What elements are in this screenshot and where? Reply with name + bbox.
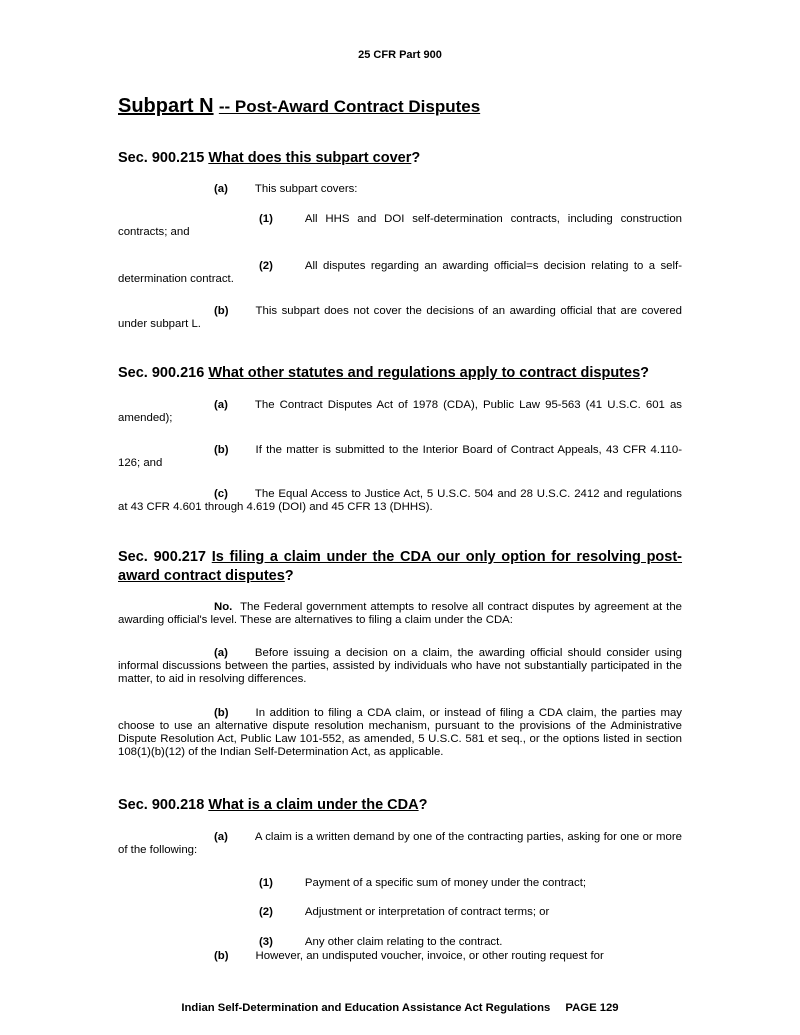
paragraph-label: No. bbox=[214, 601, 233, 613]
paragraph-text: The Federal government attempts to resolve all contract disputes by agreement at the awarding official's level. These are alternatives to filing a claim under the CDA: bbox=[118, 601, 682, 626]
section-title: What other statutes and regulations apply to contract disputes bbox=[208, 365, 641, 381]
paragraph-text: Before issuing a decision on a claim, the awarding official should consider using informal discussions between the parties, assisted by individuals who have not substantially participated in the matter, to aid in resolving differences. bbox=[118, 647, 682, 685]
paragraph-218-a bbox=[118, 831, 682, 857]
paragraph-label: (1) bbox=[259, 877, 273, 889]
paragraph-label: (a) bbox=[214, 647, 228, 659]
paragraph-label: (a) bbox=[214, 183, 228, 195]
section-title: What is a claim under the CDA bbox=[208, 797, 419, 813]
paragraph-216-b bbox=[118, 444, 682, 470]
paragraph-text: Any other claim relating to the contract. bbox=[304, 936, 503, 948]
page-header: 25 CFR Part 900 bbox=[358, 49, 442, 61]
paragraph-218-b bbox=[214, 950, 682, 963]
page-number: PAGE 129 bbox=[565, 1002, 619, 1014]
paragraph-217-intro bbox=[118, 601, 682, 627]
section-number: Sec. 900.218 bbox=[118, 797, 205, 813]
paragraph-text: A claim is a written demand by one of the contracting parties, asking for one or more of the following: bbox=[118, 831, 682, 856]
section-heading-218 bbox=[118, 796, 682, 815]
paragraph-text: However, an undisputed voucher, invoice, or other routing request for bbox=[255, 950, 604, 962]
paragraph-label: (2) bbox=[259, 906, 273, 918]
paragraph-218-a1 bbox=[259, 877, 586, 890]
paragraph-text: If the matter is submitted to the Interior Board of Contract Appeals, 43 CFR 4.110-126; and bbox=[118, 444, 682, 469]
section-number: Sec. 900.215 bbox=[118, 150, 205, 166]
subpart-label: Subpart N bbox=[118, 95, 214, 117]
paragraph-text: All HHS and DOI self-determination contracts, including construction contracts; and bbox=[118, 213, 682, 238]
section-number: Sec. 900.216 bbox=[118, 365, 205, 381]
paragraph-label: (c) bbox=[214, 488, 228, 500]
section-mark: ? bbox=[640, 365, 649, 381]
paragraph-label: (b) bbox=[214, 950, 229, 962]
subpart-title: -- Post-Award Contract Disputes bbox=[218, 97, 481, 116]
paragraph-218-a2 bbox=[259, 906, 549, 919]
paragraph-text: All disputes regarding an awarding official=s decision relating to a self-determination contract. bbox=[118, 260, 682, 285]
section-mark: ? bbox=[284, 568, 294, 584]
subpart-heading bbox=[118, 95, 480, 118]
paragraph-215-a bbox=[214, 183, 357, 196]
paragraph-label: (1) bbox=[259, 213, 273, 225]
paragraph-label: (b) bbox=[214, 305, 229, 317]
paragraph-text: The Contract Disputes Act of 1978 (CDA), Public Law 95-563 (41 U.S.C. 601 as amended); bbox=[118, 399, 682, 424]
paragraph-216-c bbox=[118, 488, 682, 514]
paragraph-label: (b) bbox=[214, 707, 229, 719]
paragraph-217-a bbox=[118, 647, 682, 686]
paragraph-label: (2) bbox=[259, 260, 273, 272]
paragraph-label: (3) bbox=[259, 936, 273, 948]
paragraph-label: (a) bbox=[214, 831, 228, 843]
paragraph-216-a bbox=[118, 399, 682, 425]
paragraph-215-a1 bbox=[118, 213, 682, 239]
section-heading-216 bbox=[118, 364, 682, 383]
paragraph-217-b bbox=[118, 707, 682, 759]
section-title: Is filing a claim under the CDA our only option for resolving post-award contract disputes bbox=[118, 549, 683, 584]
paragraph-215-b bbox=[118, 305, 682, 331]
paragraph-text: This subpart does not cover the decisions of an awarding official that are covered under subpart L. bbox=[118, 305, 682, 330]
page-footer bbox=[0, 1002, 800, 1014]
paragraph-label: (b) bbox=[214, 444, 229, 456]
paragraph-text: This subpart covers: bbox=[254, 183, 358, 195]
paragraph-text: Adjustment or interpretation of contract terms; or bbox=[304, 906, 550, 918]
paragraph-label: (a) bbox=[214, 399, 228, 411]
footer-title: Indian Self-Determination and Education Assistance Act Regulations bbox=[181, 1002, 551, 1014]
section-title: What does this subpart cover bbox=[208, 150, 412, 166]
paragraph-218-a3 bbox=[259, 936, 502, 949]
paragraph-text: In addition to filing a CDA claim, or instead of filing a CDA claim, the parties may choose to use an alternative dispute resolution mechanism, pursuant to the provisions of the Administrative Dispute Resolution Act, Public Law 101-552, as amended, 5 U.S.C. 581 et seq., or the options listed in section 108(1)(b)(12) of the Indian Self-Determination Act, as applicable. bbox=[118, 707, 682, 758]
paragraph-text: The Equal Access to Justice Act, 5 U.S.C. 504 and 28 U.S.C. 2412 and regulations at 43 CFR 4.601 through 4.619 (DOI) and 45 CFR 13 (DHHS). bbox=[118, 488, 682, 513]
section-heading-217 bbox=[118, 548, 682, 586]
section-mark: ? bbox=[418, 797, 428, 813]
section-mark: ? bbox=[411, 150, 421, 166]
section-heading-215 bbox=[118, 149, 682, 168]
paragraph-text: Payment of a specific sum of money under the contract; bbox=[304, 877, 587, 889]
section-number: Sec. 900.217 bbox=[118, 549, 206, 565]
paragraph-215-a2 bbox=[118, 260, 682, 286]
